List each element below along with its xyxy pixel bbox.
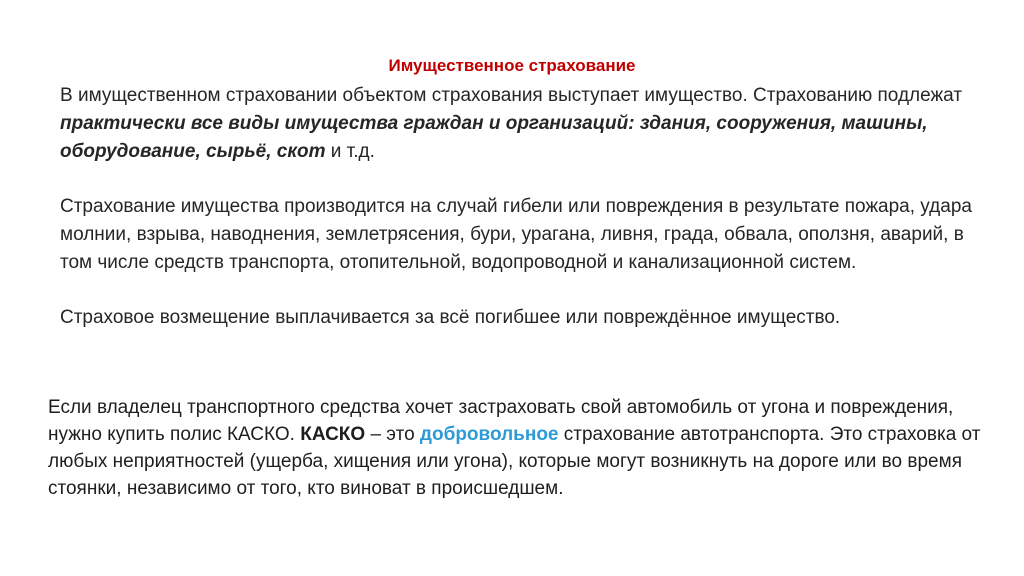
paragraph-compensation: Страховое возмещение выплачивается за всё погибшее или повреждённое имущество.	[60, 307, 841, 328]
paragraph1-ending: и т.д.	[325, 141, 375, 162]
paragraph4-dash: – это	[365, 424, 420, 445]
voluntary-highlight: добровольное	[419, 424, 559, 445]
slide-title: Имущественное страхование	[388, 56, 636, 75]
kasko-text	[48, 394, 988, 502]
paragraph1-text: В имущественном страховании объектом страхования выступает имущество. Страхованию подлежат	[60, 85, 963, 106]
paragraph-object-of-insurance	[60, 82, 980, 166]
kasko-term: КАСКО	[300, 424, 366, 445]
property-insurance-text	[60, 82, 980, 359]
paragraph1-emphasis: практически все виды имущества граждан и организаций: здания, сооружения, машины, оборудование, сырьё, скот	[60, 113, 928, 162]
paragraph4-text: Если владелец транспортного средства хочет застраховать свой автомобиль от угона и повреждения, нужно купить полис КАСКО.	[48, 397, 954, 445]
paragraph-insured-risks: Страхование имущества производится на случай гибели или повреждения в результате пожара, удара молнии, взрыва, наводнения, землетрясения, бури, урагана, ливня, града, обвала, оползня, аварий, в том числе средств транспорта, отопительной, водопроводной и канализационной систем.	[60, 196, 972, 273]
paragraph4-ending: страхование автотранспорта. Это страховка от любых неприятностей (ущерба, хищения или угона), которые могут возникнуть на дороге или во время стоянки, независимо от того, кто виноват в происшедшем.	[48, 424, 981, 499]
paragraph-kasko	[48, 394, 988, 502]
